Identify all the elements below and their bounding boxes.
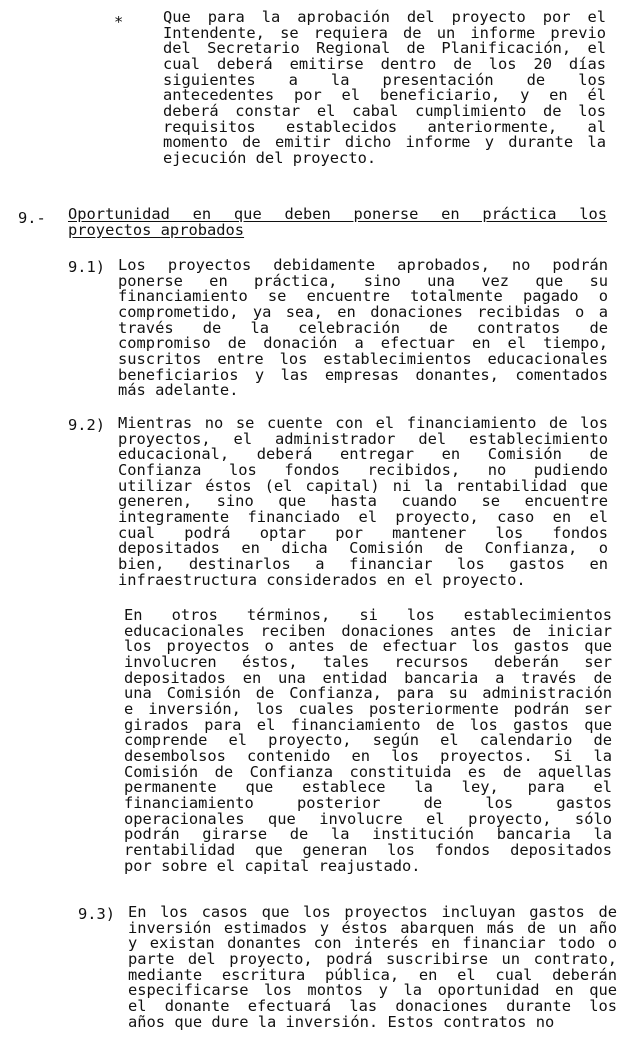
text-line: En los casos que los proyectos incluyan gastos de: [128, 903, 617, 921]
text-line: generen, sino que hasta cuando se encuentre: [118, 492, 608, 511]
text-line: utilizar éstos (el capital) ni la rentabilidad que: [118, 476, 608, 495]
section-title: [68, 207, 607, 238]
text-line: proyectos aprobados: [68, 220, 245, 239]
text-line: Que para la aprobación del proyecto por el: [163, 8, 606, 26]
text-line: desembolsos contenido en los proyectos. Si la: [124, 746, 612, 765]
item-number-9-1: 9.1): [68, 258, 106, 276]
text-line: cual podrá optar por mantener los fondos: [118, 523, 608, 542]
text-line: depositados en dicha Comisión de Confianza, o: [118, 539, 608, 558]
text-line: ponerse en práctica, sino una vez que su: [118, 271, 608, 290]
text-line: antecedentes por el beneficiario, y en él: [163, 86, 606, 105]
text-line: integramente financiado el proyecto, caso en el: [118, 507, 608, 526]
bullet-paragraph: [163, 10, 606, 167]
item-9-3-paragraph: [128, 905, 617, 1030]
text-line: Mientras no se cuente con el financiamiento de los: [118, 414, 608, 432]
text-line: deberá constar el cabal cumplimiento de los: [163, 101, 606, 120]
text-line: Los proyectos debidamente aprobados, no podrán: [118, 256, 608, 274]
text-line: financiamiento se encuentre totalmente pagado o: [118, 287, 608, 306]
text-line: permanente que establece la ley, para el: [124, 778, 612, 797]
text-line: Comisión de Confianza constituida es de aquellas: [124, 762, 612, 781]
text-line: más adelante.: [118, 381, 239, 400]
text-line: momento de emitir dicho informe y durante la: [163, 133, 606, 152]
text-line: comprende el proyecto, según el calendario de: [124, 731, 612, 750]
text-line: financiamiento posterior de los gastos: [124, 793, 612, 812]
text-line: los proyectos o antes de efectuar los gastos que: [124, 637, 612, 656]
text-line: suscritos entre los establecimientos educacionales: [118, 349, 608, 368]
text-line: especificarse los montos y la oportunidad en que: [128, 981, 617, 1000]
text-line: compromiso de donación a efectuar en el tiempo,: [118, 334, 608, 353]
text-line: por sobre el capital reajustado.: [124, 856, 421, 875]
text-line: inversión estimados y éstos abarquen más de un año: [128, 918, 617, 937]
text-line: una Comisión de Confianza, para su administración: [124, 684, 612, 703]
text-line: y existan donantes con interés en financiar todo o: [128, 934, 617, 953]
text-line: e inversión, los cuales posteriormente podrán ser: [124, 699, 612, 718]
text-line: beneficiarios y las empresas donantes, comentados: [118, 365, 608, 384]
item-9-1-paragraph: [118, 258, 608, 399]
text-line: requisitos establecidos anteriormente, al: [163, 117, 606, 136]
text-line: bien, destinarlos a financiar los gastos en: [118, 554, 608, 573]
item-9-2-paragraph-1: [118, 416, 608, 588]
text-line: podrán girarse de la institución bancaria la: [124, 825, 612, 844]
text-line: del Secretario Regional de Planificación, el: [163, 39, 606, 58]
text-line: operacionales que involucre el proyecto, sólo: [124, 809, 612, 828]
text-line: cual deberá emitirse dentro de los 20 días: [163, 54, 606, 73]
text-line: depositados en una entidad bancaria a través de: [124, 668, 612, 687]
text-line: rentabilidad que generan los fondos depositados: [124, 840, 612, 859]
text-line: educacionales reciben donaciones antes de iniciar: [124, 621, 612, 640]
text-line: girados para el financiamiento de los gastos que: [124, 715, 612, 734]
text-line: En otros términos, si los establecimientos: [124, 606, 612, 624]
text-line: infraestructura considerados en el proyecto.: [118, 570, 526, 589]
item-number-9-2: 9.2): [68, 416, 106, 434]
text-line: Intendente, se requiera de un informe previo: [163, 23, 606, 42]
item-9-2-paragraph-2: [124, 608, 612, 874]
text-line: comprometido, ya sea, en donaciones recibidas o a: [118, 302, 608, 321]
text-line: mediante escritura pública, en el cual deberán: [128, 965, 617, 984]
text-line: Confianza los fondos recibidos, no pudiendo: [118, 460, 608, 479]
text-line: Oportunidad en que deben ponerse en práctica los: [68, 205, 607, 223]
text-line: educacional, deberá entregar en Comisión de: [118, 445, 608, 464]
text-line: involucren éstos, tales recursos deberán ser: [124, 652, 612, 671]
bullet-marker: *: [114, 13, 124, 31]
text-line: el donante efectuará las donaciones durante los: [128, 996, 617, 1015]
text-line: ejecución del proyecto.: [163, 148, 377, 167]
text-line: parte del proyecto, podrá suscribirse un contrato,: [128, 949, 617, 968]
text-line: años que dure la inversión. Estos contratos no: [128, 1012, 555, 1031]
text-line: través de la celebración de contratos de: [118, 318, 608, 337]
text-line: siguientes a la presentación de los: [163, 70, 606, 89]
text-line: proyectos, el administrador del establecimiento: [118, 429, 608, 448]
section-number: 9.-: [18, 209, 46, 227]
item-number-9-3: 9.3): [78, 905, 116, 923]
